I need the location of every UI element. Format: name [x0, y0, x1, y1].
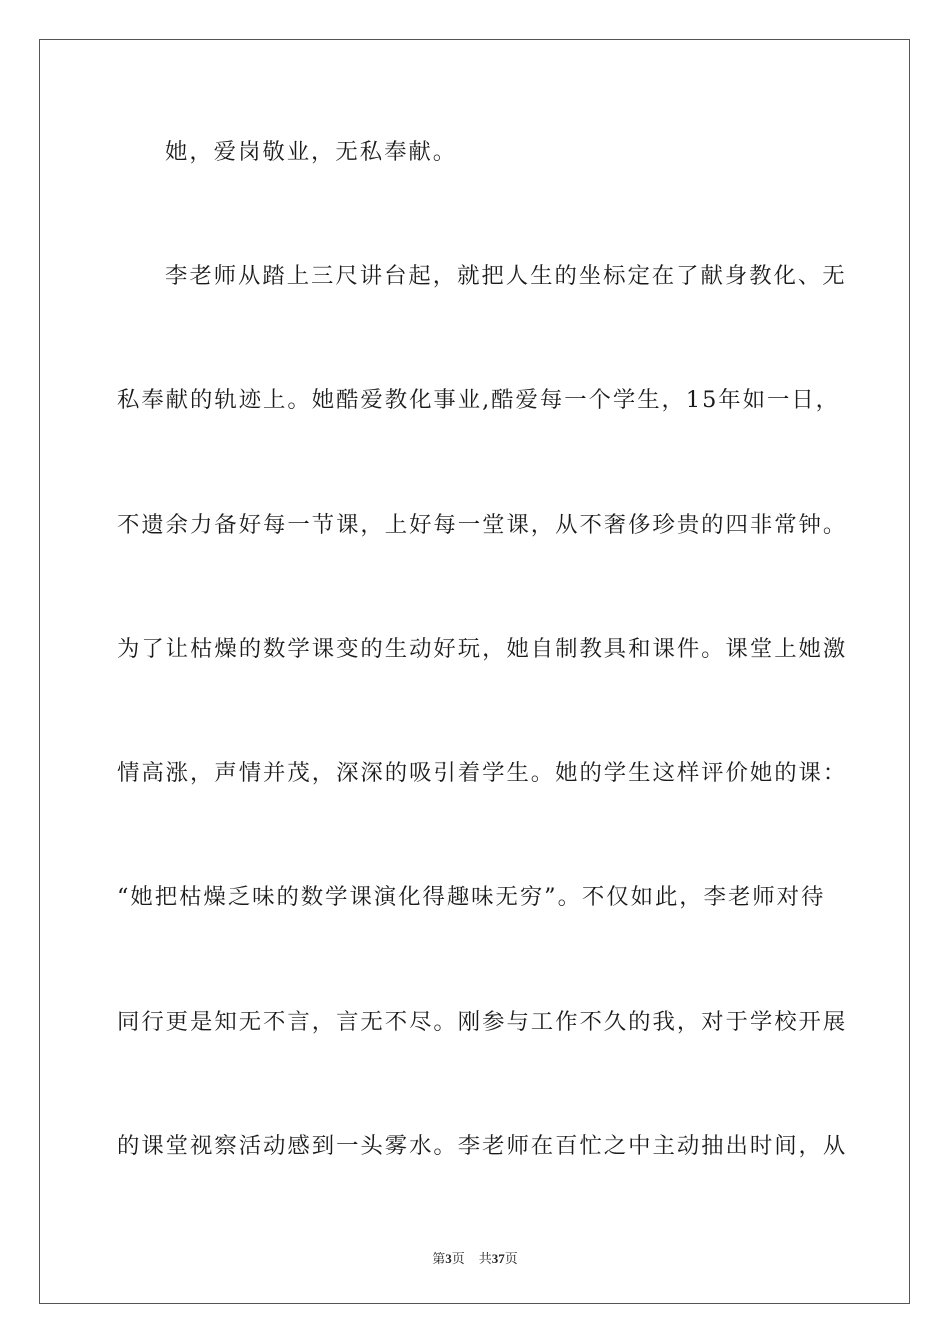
paragraph-line-9: 的课堂视察活动感到一头雾水。李老师在百忙之中主动抽出时间，从	[117, 1133, 848, 1159]
paragraph-line-4: 不遗余力备好每一节课，上好每一堂课，从不奢侈珍贵的四非常钟。	[117, 512, 848, 538]
paragraph-line-6: 情高涨，声情并茂，深深的吸引着学生。她的学生这样评价她的课：	[117, 760, 848, 786]
paragraph-line-7: “她把枯燥乏味的数学课演化得趣味无穷”。不仅如此，李老师对待	[117, 884, 826, 910]
total-prefix: 共	[478, 1251, 492, 1266]
page-suffix: 页	[451, 1251, 465, 1266]
page-frame	[39, 39, 910, 1304]
paragraph-line-2: 李老师从踏上三尺讲台起，就把人生的坐标定在了献身教化、无	[165, 263, 847, 289]
paragraph-line-8: 同行更是知无不言，言无不尽。刚参与工作不久的我，对于学校开展	[117, 1009, 848, 1035]
page-number: 3	[445, 1251, 452, 1266]
total-pages: 37	[491, 1251, 505, 1266]
total-suffix: 页	[504, 1251, 518, 1266]
page-prefix: 第	[432, 1251, 446, 1266]
paragraph-line-5: 为了让枯燥的数学课变的生动好玩，她自制教具和课件。课堂上她激	[117, 636, 848, 662]
paragraph-line-1: 她，爱岗敬业，无私奉献。	[165, 139, 458, 165]
paragraph-line-3: 私奉献的轨迹上。她酷爱教化事业,酷爱每一个学生，15年如一日，	[117, 387, 840, 413]
page-footer	[0, 1248, 950, 1267]
